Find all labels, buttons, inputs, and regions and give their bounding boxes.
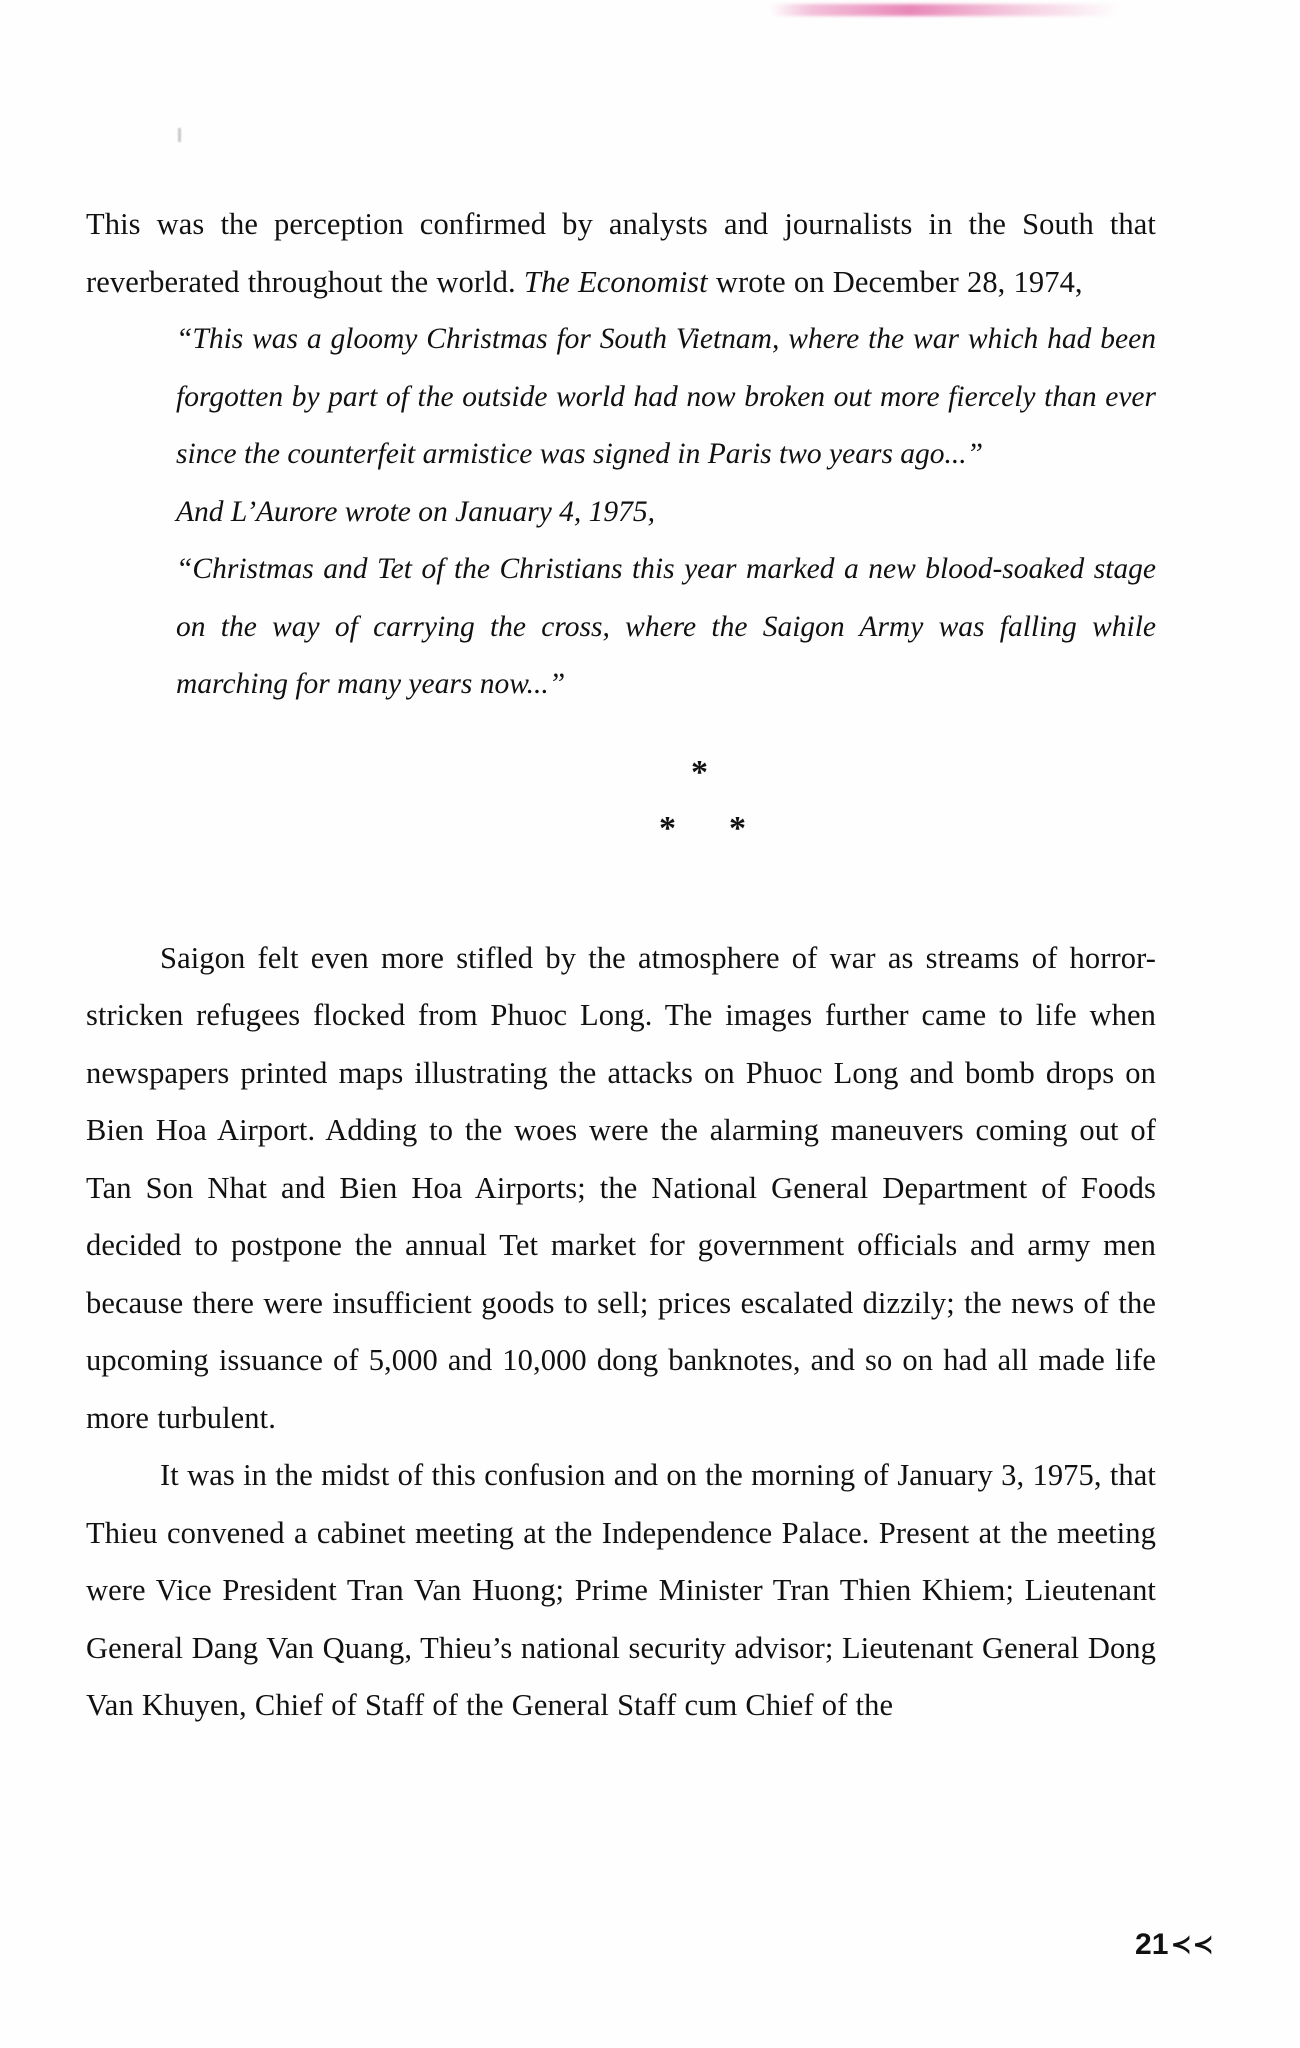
asterisk-bottom-right-icon: * [729,809,746,847]
page-number: 21 [1135,1928,1169,1961]
scan-speck [178,128,181,142]
paragraph-body-one: Saigon felt even more stifled by the atmosphere of war as streams of horror-stricken refugees flocked from Phuoc Long. The images further came to life when newspapers printed maps illustrating the attacks on Phuoc Long and bomb drops on Bien Hoa Airport. Adding to the woes were the alarming maneuvers coming out of Tan Son Nhat and Bien Hoa Airports; the National General Department of Foods decided to postpone the annual Tet market for government officials and army men because there were insufficient goods to sell; prices escalated dizzily; the news of the upcoming issuance of 5,000 and 10,000 dong banknotes, and so on had all made life more turbulent. [86,940,1156,1435]
publication-name-the-economist: The Economist [523,264,708,299]
quote-the-economist: “This was a gloomy Christmas for South Vietnam, where the war which had been forgotten by part of the outside world had now broken out more fiercely than ever since the counterfeit armistice was signed in Paris two years ago...” [176,323,1156,470]
intro-text-after-citation: wrote on December 28, 1974, [707,264,1083,299]
paragraph-body-two: It was in the midst of this confusion and on the morning of January 3, 1975, that Thieu convened a cabinet meeting at the Independence Palace. Present at the meeting were Vice President Tran Van Huong; Prime Minister Tran Thien Khiem; Lieutenant General Dang Van Quang, Thieu’s national security advisor; Lieutenant General Dong Van Khuyen, Chief of Staff of the General Staff cum Chief of the [86,1458,1156,1722]
chevron-left-double-icon: ≺≺ [1170,1930,1214,1960]
paragraph-intro [86,196,1156,311]
quote-laurore: “Christmas and Tet of the Christians this year marked a new blood-soaked stage on the way of carrying the cross, where the Saigon Army was falling while marching for many years now...” [176,553,1156,700]
asterisk-top-icon: * [691,753,708,791]
section-separator-asterisks [86,750,1156,868]
asterisk-bottom-left-icon: * [659,809,676,847]
blockquote-group [86,311,1156,714]
page-content [86,196,1156,1735]
spacer [86,868,1156,930]
page-footer [1135,1928,1214,1962]
intro-text-before-citation: This was the perception confirmed by analysts and journalists in the South that reverberated throughout the world. [86,207,1156,299]
scan-artifact-pink [770,4,1120,16]
quote-attribution-laurore: And L’Aurore wrote on January 4, 1975, [176,495,656,528]
